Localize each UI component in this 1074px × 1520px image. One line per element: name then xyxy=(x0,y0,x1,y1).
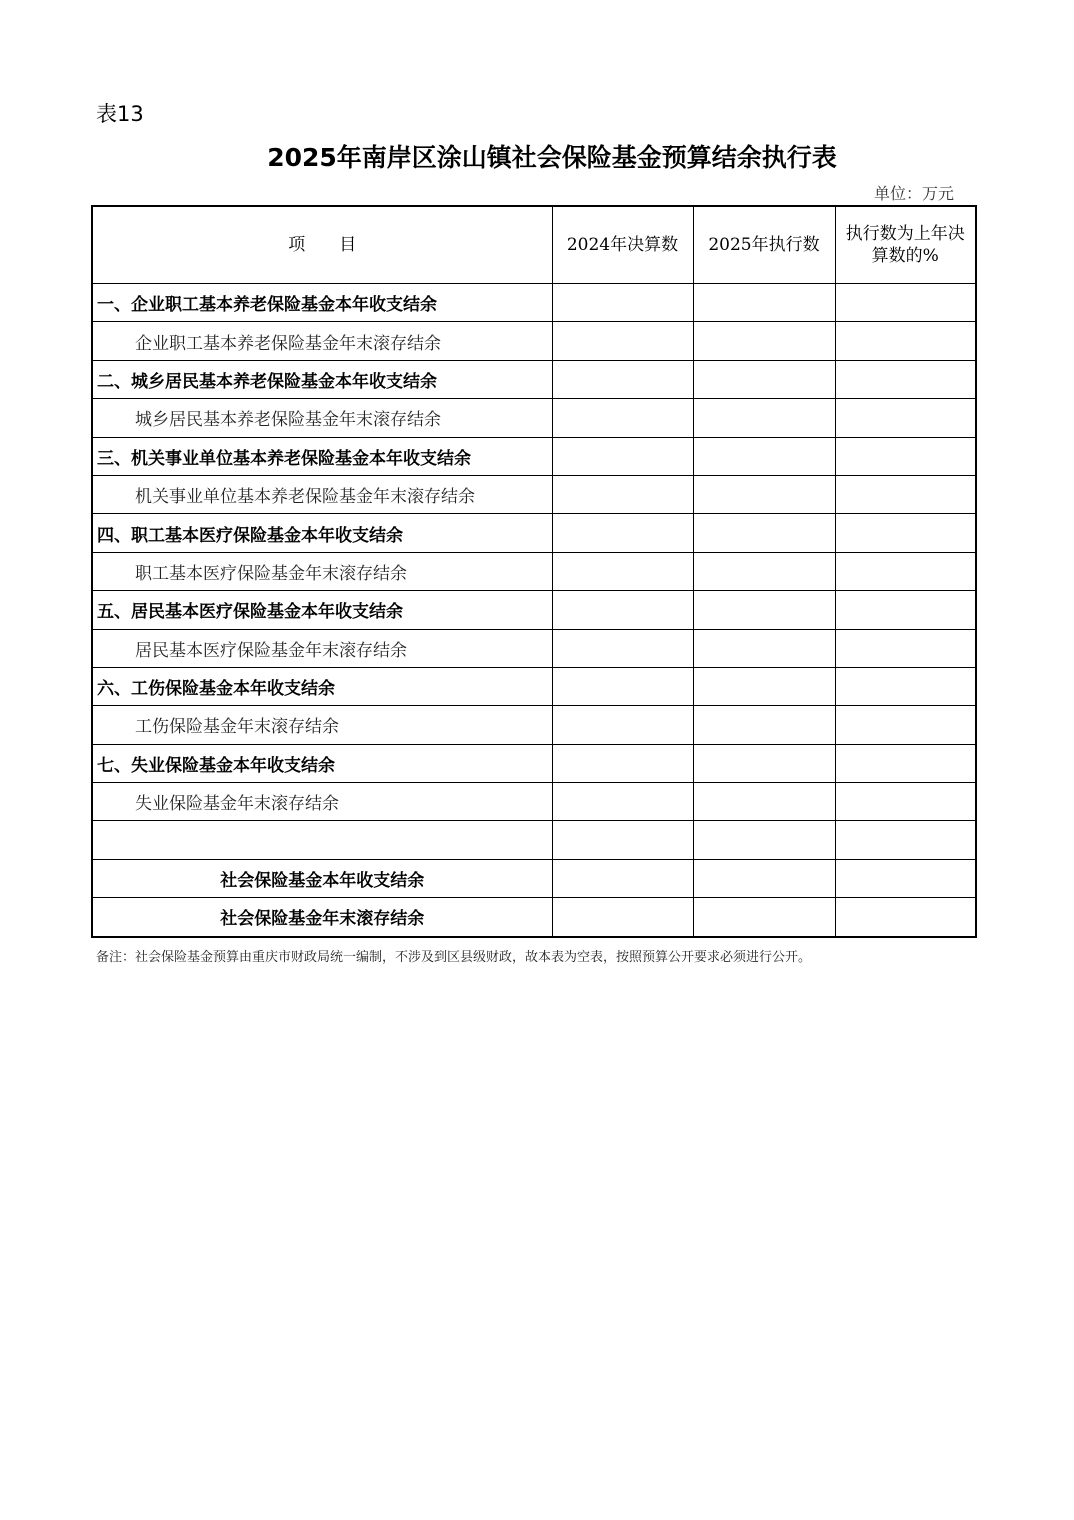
table-row xyxy=(92,322,976,360)
table-row xyxy=(92,591,976,629)
value-2024-final xyxy=(552,552,693,590)
balance-table xyxy=(91,205,977,938)
table-number: 表13 xyxy=(96,102,144,126)
value-2024-final xyxy=(552,437,693,475)
value-2024-final xyxy=(552,821,693,859)
value-2024-final xyxy=(552,475,693,513)
value-2024-final xyxy=(552,322,693,360)
value-2025-execution xyxy=(693,706,835,744)
value-percent xyxy=(835,783,976,821)
value-percent xyxy=(835,744,976,782)
table-row xyxy=(92,744,976,782)
table-row xyxy=(92,706,976,744)
value-2025-execution xyxy=(693,360,835,398)
row-label: 二、城乡居民基本养老保险基金本年收支结余 xyxy=(92,360,552,398)
value-2025-execution xyxy=(693,859,835,897)
value-2025-execution xyxy=(693,552,835,590)
value-2025-execution xyxy=(693,399,835,437)
row-label: 城乡居民基本养老保险基金年末滚存结余 xyxy=(92,399,552,437)
value-2024-final xyxy=(552,783,693,821)
table-header-row xyxy=(92,206,976,284)
value-percent xyxy=(835,475,976,513)
value-2024-final xyxy=(552,667,693,705)
row-label: 工伤保险基金年末滚存结余 xyxy=(92,706,552,744)
value-percent xyxy=(835,360,976,398)
value-2024-final xyxy=(552,360,693,398)
row-label: 机关事业单位基本养老保险基金年末滚存结余 xyxy=(92,475,552,513)
row-label: 社会保险基金本年收支结余 xyxy=(92,859,552,897)
value-2024-final xyxy=(552,744,693,782)
value-2024-final xyxy=(552,706,693,744)
value-percent xyxy=(835,514,976,552)
value-2025-execution xyxy=(693,284,835,322)
value-2024-final xyxy=(552,591,693,629)
value-2025-execution xyxy=(693,821,835,859)
value-percent xyxy=(835,284,976,322)
value-2025-execution xyxy=(693,437,835,475)
table-row xyxy=(92,859,976,897)
value-percent xyxy=(835,322,976,360)
table-row xyxy=(92,898,976,937)
row-label: 职工基本医疗保险基金年末滚存结余 xyxy=(92,552,552,590)
value-2024-final xyxy=(552,629,693,667)
value-2025-execution xyxy=(693,475,835,513)
row-label: 居民基本医疗保险基金年末滚存结余 xyxy=(92,629,552,667)
value-2025-execution xyxy=(693,783,835,821)
row-label: 失业保险基金年末滚存结余 xyxy=(92,783,552,821)
header-2024-final: 2024年决算数 xyxy=(552,206,693,284)
value-2024-final xyxy=(552,514,693,552)
page-title: 2025年南岸区涂山镇社会保险基金预算结余执行表 xyxy=(267,143,837,172)
row-label: 一、企业职工基本养老保险基金本年收支结余 xyxy=(92,284,552,322)
value-percent xyxy=(835,552,976,590)
row-label: 五、居民基本医疗保险基金本年收支结余 xyxy=(92,591,552,629)
footnote: 备注：社会保险基金预算由重庆市财政局统一编制，不涉及到区县级财政，故本表为空表，按照预算公开要求必须进行公开。 xyxy=(96,950,812,965)
value-percent xyxy=(835,629,976,667)
value-percent xyxy=(835,821,976,859)
value-2025-execution xyxy=(693,322,835,360)
row-label: 社会保险基金年末滚存结余 xyxy=(92,898,552,937)
row-label: 企业职工基本养老保险基金年末滚存结余 xyxy=(92,322,552,360)
value-2024-final xyxy=(552,284,693,322)
value-percent xyxy=(835,859,976,897)
unit-label: 单位：万元 xyxy=(873,184,954,203)
table-row xyxy=(92,629,976,667)
row-label: 三、机关事业单位基本养老保险基金本年收支结余 xyxy=(92,437,552,475)
value-2025-execution xyxy=(693,514,835,552)
value-percent xyxy=(835,667,976,705)
table-row xyxy=(92,284,976,322)
table-row xyxy=(92,552,976,590)
value-2024-final xyxy=(552,898,693,937)
row-label: 四、职工基本医疗保险基金本年收支结余 xyxy=(92,514,552,552)
table-row xyxy=(92,821,976,859)
value-2025-execution xyxy=(693,629,835,667)
value-2024-final xyxy=(552,399,693,437)
value-percent xyxy=(835,706,976,744)
value-2025-execution xyxy=(693,898,835,937)
value-percent xyxy=(835,399,976,437)
table-row xyxy=(92,360,976,398)
row-label: 六、工伤保险基金本年收支结余 xyxy=(92,667,552,705)
table-row xyxy=(92,437,976,475)
header-percent: 执行数为上年决算数的% xyxy=(835,206,976,284)
value-2025-execution xyxy=(693,591,835,629)
table-row xyxy=(92,783,976,821)
row-label xyxy=(92,821,552,859)
row-label: 七、失业保险基金本年收支结余 xyxy=(92,744,552,782)
value-2025-execution xyxy=(693,744,835,782)
value-percent xyxy=(835,591,976,629)
table-row xyxy=(92,399,976,437)
header-item: 项 目 xyxy=(92,206,552,284)
table-row xyxy=(92,667,976,705)
value-2025-execution xyxy=(693,667,835,705)
value-percent xyxy=(835,898,976,937)
table-row xyxy=(92,475,976,513)
table-row xyxy=(92,514,976,552)
value-percent xyxy=(835,437,976,475)
value-2024-final xyxy=(552,859,693,897)
header-2025-execution: 2025年执行数 xyxy=(693,206,835,284)
